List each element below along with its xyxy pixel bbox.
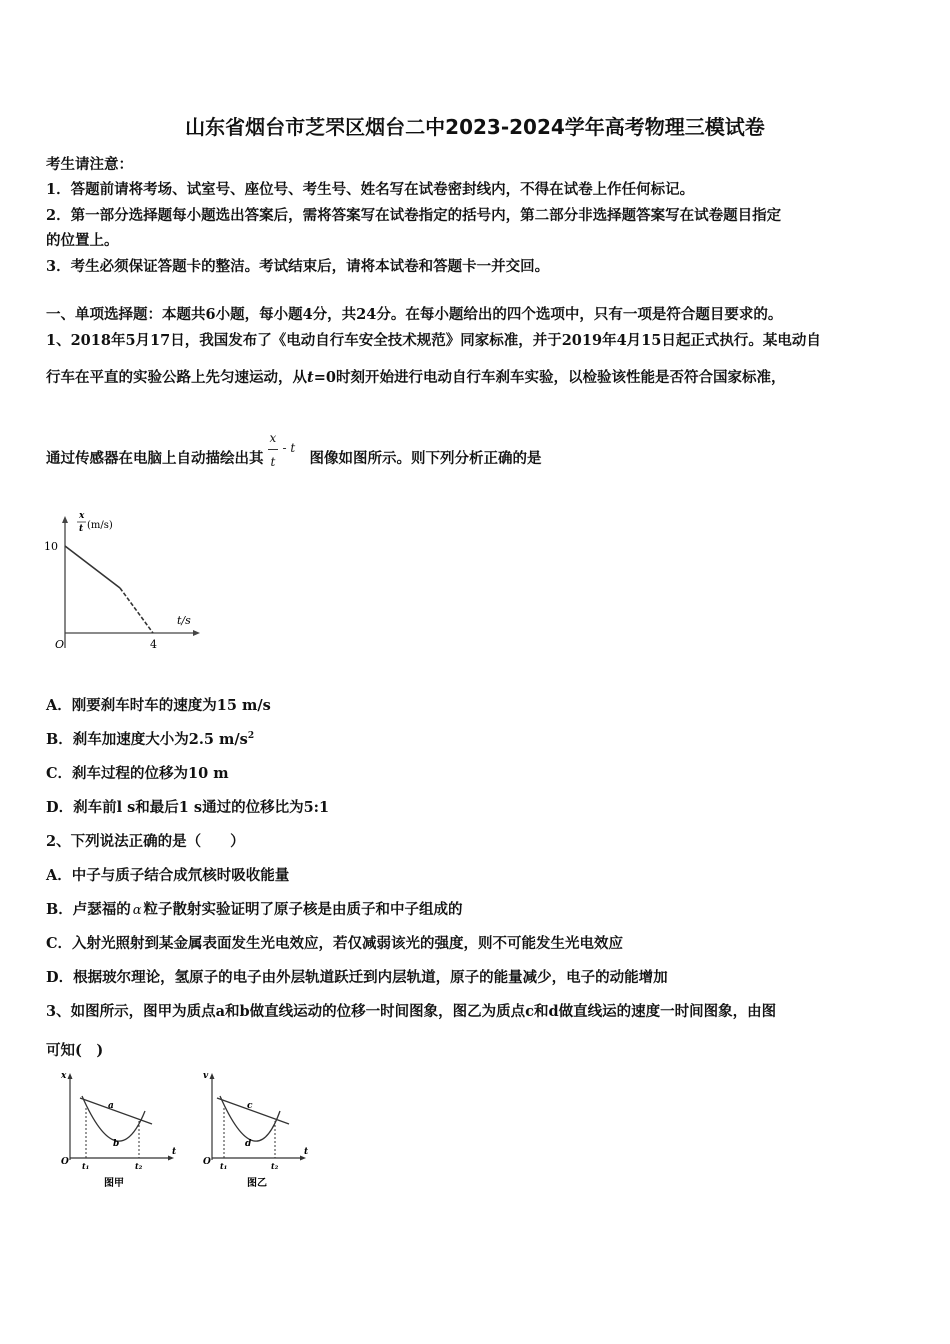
- section-heading: 一、单项选择题：本题共6小题，每小题4分，共24分。在每小题给出的四个选项中，只有一项是符合题目要求的。: [46, 306, 783, 323]
- q1-option-b-text: B．刹车加速度大小为2.5 m/s: [46, 731, 248, 748]
- fig1-y-label: x: [61, 1071, 67, 1081]
- notice-item-3: 3．考生必须保证答题卡的整洁。考试结束后，请将本试卷和答题卡一并交回。: [46, 258, 550, 275]
- q1-stem-line3: [46, 431, 542, 477]
- frac-bar: [268, 449, 278, 450]
- fig2-label-c: c: [247, 1101, 253, 1111]
- fig1-t1: t₁: [82, 1161, 90, 1171]
- fig2-t2: t₂: [271, 1161, 279, 1171]
- q1-stem-line3b: 图像如图所示。则下列分析正确的是: [309, 450, 542, 467]
- q2-option-b-tail: 粒子散射实验证明了原子核是由质子和中子组成的: [143, 901, 463, 918]
- fig2-caption: 图乙: [247, 1178, 267, 1189]
- q1-option-c: C．刹车过程的位移为10 m: [46, 765, 229, 782]
- fig2-y-arrow: [210, 1073, 215, 1079]
- notice-item-2: 2．第一部分选择题每小题选出答案后，需将答案写在试卷指定的括号内，第二部分非选择题答案写在试卷题目指定: [46, 207, 782, 224]
- fig2-x-label: t: [304, 1147, 309, 1157]
- alpha-symbol: α: [132, 903, 142, 918]
- fig1-y-arrow: [68, 1073, 73, 1079]
- q1-ytick-10: 10: [44, 540, 58, 553]
- q3-fig1: [50, 1068, 185, 1193]
- q1-option-a: A．刚要刹车时车的速度为15 m/s: [46, 697, 271, 714]
- frac-tail: - t: [282, 441, 296, 455]
- page-title: 山东省烟台市芝罘区烟台二中2023-2024学年高考物理三模试卷: [185, 115, 765, 139]
- q2-option-a: A．中子与质子结合成氘核时吸收能量: [46, 867, 290, 884]
- fig1-caption: 图甲: [104, 1178, 124, 1189]
- q1-ylabel-den: t: [79, 524, 84, 534]
- q1-xlabel: t/s: [177, 614, 191, 627]
- q1-stem-line2a: 行车在平直的实验公路上先匀速运动，从: [46, 369, 307, 386]
- fig2-y-label: v: [203, 1071, 209, 1081]
- q1-stem-line2: [46, 366, 785, 387]
- q1-option-b: [46, 728, 254, 749]
- q2-option-b-text: B．卢瑟福的: [46, 901, 131, 918]
- q3-stem-line2: 可知( ): [46, 1042, 104, 1059]
- q1-option-d: D．刹车前l s和最后1 s通过的位移比为5:1: [46, 799, 330, 816]
- q3-fig2: [192, 1068, 327, 1193]
- q1-graph: [40, 508, 210, 658]
- fig2-label-d: d: [245, 1139, 252, 1149]
- q2-option-b: [46, 898, 463, 919]
- notice-item-1: 1．答题前请将考场、试室号、座位号、考生号、姓名写在试卷密封线内，不得在试卷上作任何标记。: [46, 181, 695, 198]
- frac-denominator: t: [270, 455, 276, 469]
- fig2-origin: O: [203, 1157, 211, 1167]
- q2-stem: 2、下列说法正确的是（ ）: [46, 833, 245, 850]
- xt-fraction: [268, 431, 306, 477]
- fig1-label-b: b: [113, 1139, 120, 1149]
- q1-data-line-solid: [65, 546, 120, 588]
- q1-xtick-4: 4: [150, 638, 157, 651]
- q1-origin: O: [55, 638, 65, 651]
- fig1-t2: t₂: [135, 1161, 143, 1171]
- q1-ylabel-num: x: [79, 511, 85, 521]
- q1-data-line-dashed: [120, 588, 153, 633]
- q1-ylabel-unit: (m/s): [87, 520, 113, 531]
- q1-stem-line3a: 通过传感器在电脑上自动描绘出其: [46, 450, 264, 467]
- q1-stem-line1: 1、2018年5月17日，我国发布了《电动自行车安全技术规范》同家标准，并于2019年4月15日起正式执行。某电动自: [46, 332, 821, 349]
- q1-y-arrow: [62, 516, 68, 523]
- q1-t-var: t: [307, 369, 314, 386]
- frac-numerator: x: [269, 431, 277, 445]
- q3-stem-line1: 3、如图所示，图甲为质点a和b做直线运动的位移一时间图象，图乙为质点c和d做直线运的速度一时间图象，由图: [46, 1003, 777, 1020]
- fig1-label-a: a: [108, 1101, 114, 1111]
- q1-x-arrow: [193, 630, 200, 636]
- q2-option-c: C．入射光照射到某金属表面发生光电效应，若仅减弱该光的强度，则不可能发生光电效应: [46, 935, 624, 952]
- fig1-x-label: t: [172, 1147, 177, 1157]
- q1-option-b-sup: 2: [247, 731, 255, 742]
- notice-item-2-cont: 的位置上。: [46, 232, 119, 249]
- fig2-t1: t₁: [220, 1161, 228, 1171]
- q2-option-d: D．根据玻尔理论，氢原子的电子由外层轨道跃迁到内层轨道，原子的能量减少，电子的动能增加: [46, 969, 668, 986]
- fig1-origin: O: [61, 1157, 69, 1167]
- q1-stem-line2c: =0时刻开始进行电动自行车刹车实验，以检验该性能是否符合国家标准，: [313, 369, 786, 386]
- notice-heading: 考生请注意：: [46, 156, 133, 173]
